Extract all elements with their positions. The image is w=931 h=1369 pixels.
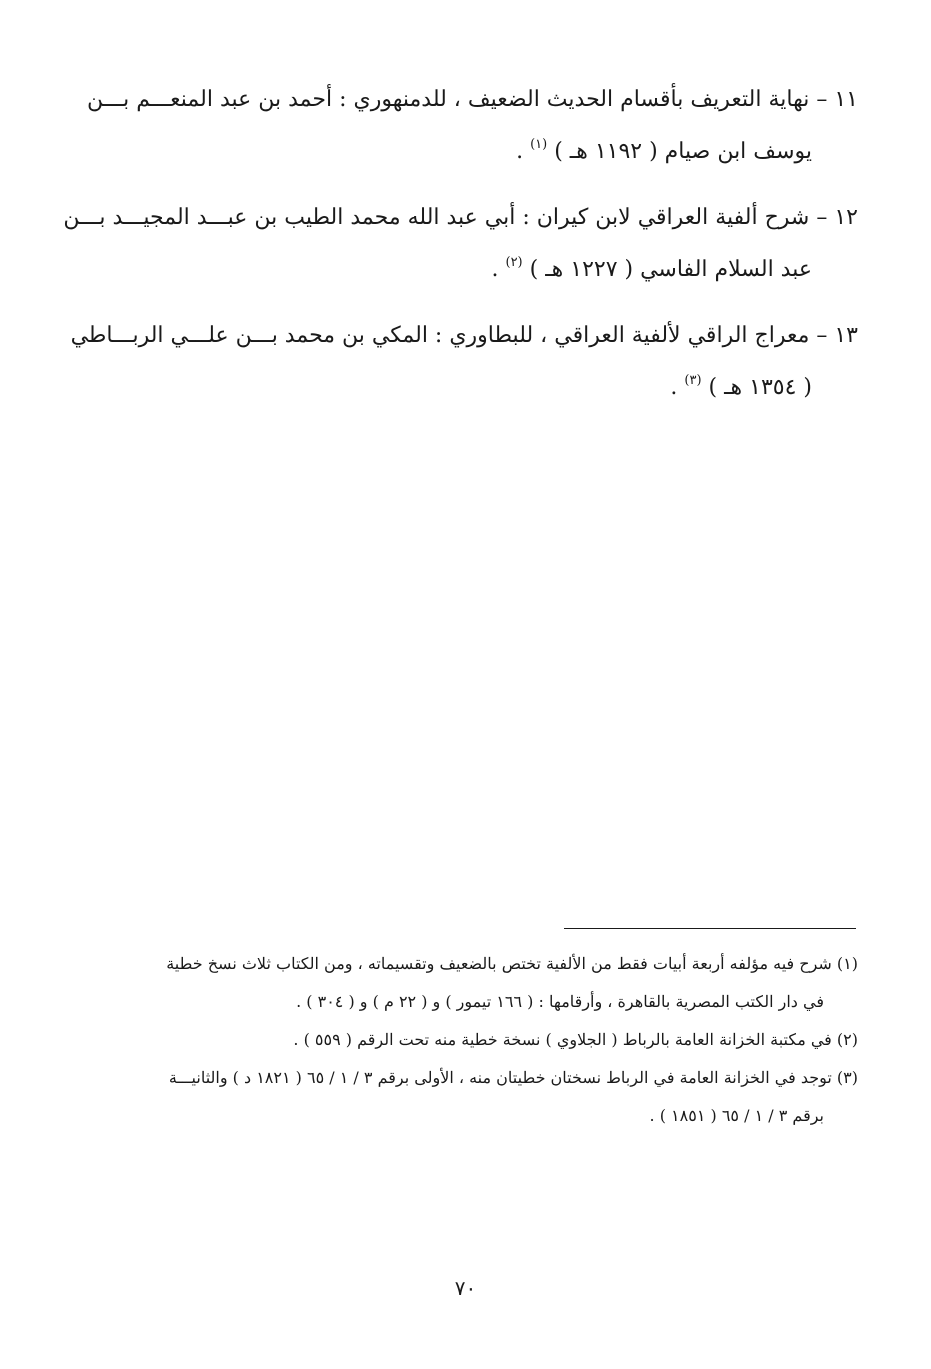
entry-line-first: ١٢ – شرح ألفية العراقي لابن كيران : أبي عبد الله محمد الطيب بن عبـــد المجيـــد بـــن [63,205,858,230]
entry-text: عبد السلام الفاسي ( ١٢٢٧ هـ ) [529,257,812,282]
footnote-line-first: (١) شرح فيه مؤلفه أربعة أبيات فقط من الألفية تختص بالضعيف وتقسيماته ، ومن الكتاب ثلاث نسخ خطية [166,954,858,973]
book-entries-list [63,74,858,428]
footnote-line-continuation: في دار الكتب المصرية بالقاهرة ، وأرقامها : ( ١٦٦ تيمور ) و ( ٢٢ م ) و ( ٣٠٤ ) . [296,992,824,1011]
footnote-1 [88,945,858,1021]
entry-text: ( ١٣٥٤ هـ ) [708,375,812,400]
footnotes-section [88,945,858,1135]
footnote-line-continuation: برقم ٣ / ١ / ٦٥ ( ١٨٥١ ) . [649,1106,824,1125]
footnote-reference[interactable]: (٣) [684,373,702,388]
footnote-line-first: (٣) توجد في الخزانة العامة في الرباط نسختان خطيتان منه ، الأولى برقم ٣ / ١ / ٦٥ ( ١٨٢١ د ) والثانيـــة [168,1068,858,1087]
footnote-separator-rule [564,928,856,929]
entry-end-punctuation: . [670,375,685,400]
entry-text: يوسف ابن صيام ( ١١٩٢ هـ ) [554,139,812,164]
footnote-reference[interactable]: (١) [530,137,548,152]
entry-end-punctuation: . [491,257,506,282]
footnote-reference[interactable]: (٢) [505,255,523,270]
entry-line-continuation [88,126,858,178]
entry-line-first: ١٣ – معراج الراقي لألفية العراقي ، للبطاوري : المكي بن محمد بـــن علـــي الربـــاطي [70,323,858,348]
footnote-3 [88,1059,858,1135]
footnote-2 [88,1021,858,1059]
entry-line-continuation [88,362,858,414]
entry-end-punctuation: . [516,139,531,164]
footnote-line-first: (٢) في مكتبة الخزانة العامة بالرباط ( الجلاوي ) نسخة خطية منه تحت الرقم ( ٥٥٩ ) . [293,1030,858,1049]
book-entry-11 [88,74,858,178]
page-number: ٧٠ [454,1276,477,1300]
entry-line-continuation [88,244,858,296]
book-entry-13 [70,310,858,414]
entry-line-first: ١١ – نهاية التعريف بأقسام الحديث الضعيف ، للدمنهوري : أحمد بن عبد المنعـــم بـــن [87,87,858,112]
book-entry-12 [63,192,858,296]
